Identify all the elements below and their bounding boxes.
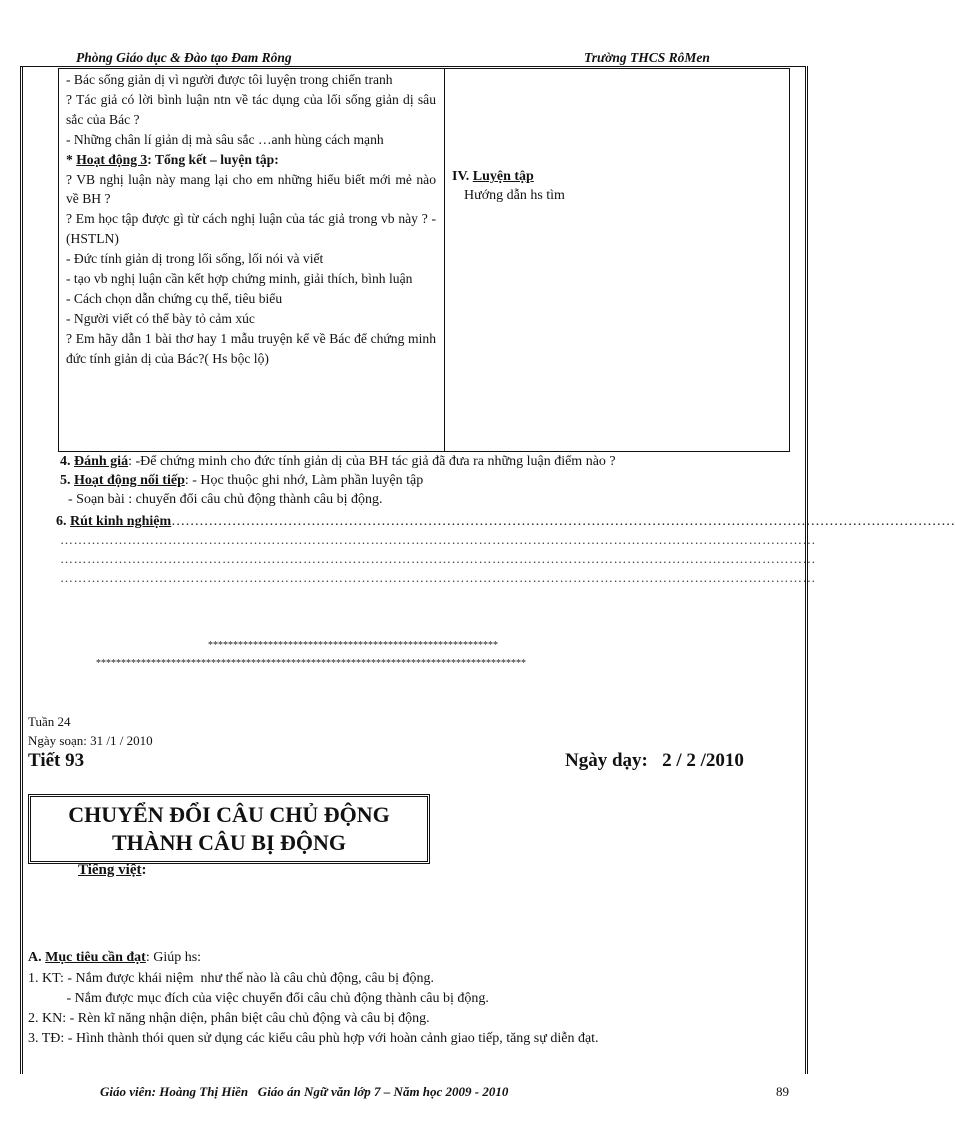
- section-review: [56, 512, 955, 532]
- lesson-title-box: [28, 794, 430, 864]
- prep-date: Ngày soạn: 31 /1 / 2010: [28, 733, 153, 748]
- teach-value: 2 / 2 /2010: [662, 750, 744, 771]
- section-followup: [60, 471, 760, 491]
- dotted-line: ……………………………………………………………………………………………………………………………………………………: [60, 532, 816, 547]
- objectives-letter: A.: [28, 950, 42, 965]
- objective-item: 3. TĐ: - Hình thành thói quen sử dụng các kiểu câu phù hợp với hoàn cảnh giao tiếp, tăng sự diễn đạt.: [28, 1031, 599, 1046]
- table-right-column: [452, 167, 782, 205]
- table-line: ? VB nghị luận này mang lại cho em những hiểu biết mới mẻ nào về BH ?: [66, 171, 436, 207]
- objective-item: 1. KT: - Nắm được khái niệm như thế nào là câu chủ động, câu bị động.: [28, 971, 434, 986]
- table-line: - tạo vb nghị luận cần kết hợp chứng minh, giải thích, bình luận: [66, 271, 413, 287]
- teach-label: Ngày dạy:: [565, 750, 648, 771]
- section4-title: Đánh giá: [74, 454, 129, 469]
- subject-colon: :: [141, 862, 147, 878]
- section5-line2: - Soạn bài : chuyển đổi câu chủ động thành câu bị động.: [68, 492, 383, 507]
- subject-label: [78, 862, 146, 879]
- star-separator: **********************************************************: [208, 640, 498, 651]
- objectives-intro: : Giúp hs:: [145, 950, 202, 965]
- section5-num: 5.: [60, 473, 71, 488]
- table-line: ? Em hãy dẫn 1 bài thơ hay 1 mẫu truyện kể về Bác để chứng minh đức tính giản dị của Bác?( Hs bộc lộ): [66, 330, 436, 366]
- activity-heading: [66, 150, 436, 170]
- objective-item: 2. KN: - Rèn kĩ năng nhận diện, phân biệt câu chủ động và câu bị động.: [28, 1011, 430, 1026]
- section5-text: : - Học thuộc ghi nhớ, Làm phần luyện tập: [184, 473, 424, 488]
- section-assessment: [60, 452, 800, 472]
- practice-heading: [452, 167, 782, 186]
- activity-rest: : Tổng kết – luyện tập:: [147, 151, 279, 167]
- table-line: - Cách chọn dẫn chứng cụ thể, tiêu biểu: [66, 290, 283, 306]
- activity-prefix: *: [66, 151, 77, 167]
- footer-text: Giáo viên: Hoàng Thị Hiền Giáo án Ngữ văn lớp 7 – Năm học 2009 - 2010: [100, 1084, 509, 1099]
- teach-date: [565, 750, 744, 772]
- practice-num: IV.: [452, 169, 470, 184]
- header-right: Trường THCS RôMen: [584, 50, 710, 65]
- table-left-column: [66, 70, 436, 369]
- table-line: - Người viết có thể bày tỏ cảm xúc: [66, 310, 255, 326]
- objective-item: - Nắm được mục đích của việc chuyển đổi câu chủ động thành câu bị động.: [28, 991, 489, 1006]
- table-line: ? Tác giả có lời bình luận ntn về tác dụng của lối sống giản dị sâu sắc của Bác ?: [66, 91, 436, 127]
- table-line: - Những chân lí giản dị mà sâu sắc …anh hùng cách mạnh: [66, 131, 384, 147]
- practice-title: Luyện tập: [472, 169, 534, 184]
- activity-title: Hoạt động 3: [76, 151, 148, 167]
- star-separator: **************************************************************************************: [96, 658, 526, 669]
- section4-num: 4.: [60, 454, 71, 469]
- objectives-title: Mục tiêu cần đạt: [45, 950, 146, 965]
- week: Tuần 24: [28, 714, 71, 729]
- header-left: Phòng Giáo dục & Đào tạo Đam Rông: [76, 50, 292, 65]
- lesson-title-line1: CHUYỂN ĐỔI CÂU CHỦ ĐỘNG: [68, 802, 390, 827]
- section6-num: 6.: [56, 514, 67, 529]
- objectives-heading: [28, 948, 788, 968]
- table-line: - Bác sống giản dị vì người được tôi luyện trong chiến tranh: [66, 72, 393, 87]
- section5-title: Hoạt động nối tiếp: [74, 473, 185, 488]
- page-number: 89: [776, 1084, 789, 1099]
- practice-line: Hướng dẫn hs tìm: [464, 188, 565, 203]
- dotted-line: ……………………………………………………………………………………………………………………………………………………: [60, 551, 816, 566]
- table-line: - Đức tính giản dị trong lối sống, lối nói và viết: [66, 251, 324, 267]
- subject: Tiếng việt: [78, 862, 142, 878]
- lesson-title-line2: THÀNH CÂU BỊ ĐỘNG: [111, 830, 347, 855]
- section4-text: : -Để chứng minh cho đức tính giản dị của BH tác giả đã đưa ra những luận điểm nào ?: [128, 454, 616, 469]
- section6-dots: ……………………………………………………………………………………………………………………………………………………: [171, 514, 955, 529]
- table-line: ? Em học tập được gì từ cách nghị luận của tác giả trong vb này ? - (HSTLN): [66, 211, 436, 247]
- section6-title: Rút kinh nghiệm: [70, 514, 172, 529]
- period: Tiết 93: [28, 750, 85, 771]
- table-divider: [444, 68, 445, 452]
- dotted-line: ……………………………………………………………………………………………………………………………………………………: [60, 570, 816, 585]
